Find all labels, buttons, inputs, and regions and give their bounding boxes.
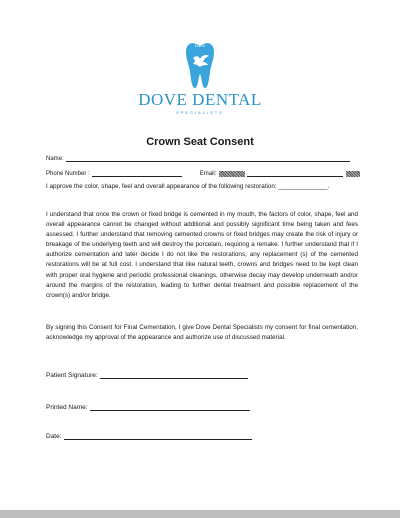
dove-dental-logo: [0, 38, 400, 90]
contact-row: [46, 170, 360, 177]
brand-name: DOVE DENTAL: [138, 90, 262, 109]
page-title: Crown Seat Consent: [146, 136, 254, 148]
name-field[interactable]: [66, 155, 350, 162]
email-field[interactable]: [247, 170, 343, 177]
svg-text:DDS: DDS: [194, 44, 206, 49]
name-label: Name:: [46, 156, 64, 162]
patient-signature-row: [46, 372, 248, 379]
printed-name-field[interactable]: [90, 404, 250, 411]
authorization-paragraph: By signing this Consent for Final Cementation, I give Dove Dental Specialists my consent for final cementation, acknowledge my approval of the appearance and authorize use of discussed material.: [46, 324, 358, 342]
email-label: Email:: [199, 171, 217, 177]
approve-statement: I approve the color, shape, feel and overall appearance of the following restoration: ______________.: [46, 183, 330, 190]
name-row: [46, 155, 350, 162]
consent-paragraph: I understand that once the crown or fixed bridge is cemented in my mouth, the factors of color, shape, feel and overall appearance cannot be changed without additional and possibly significant time being taken and fees assessed. I further understand that removing cemented crowns or fixed bridges may create the risk of injury or breakage of the underlying teeth and will destroy the porcelain, requiring a remake. I further understand that if I authorize cementation and later decide I do not like the restorations, any replacement (s) of the cemented restorations will be at full cost. I understand that like natural teeth, crowns and bridges need to be kept clean with proper oral hygiene and periodic professional cleanings, otherwise decay may develop underneath and/or around the margins of the restoration, leading to further dental treatment and possible replacement of the crown(s) and/or bridge.: [46, 211, 358, 299]
redacted-mark: [219, 171, 245, 177]
printed-name-label: Printed Name:: [46, 404, 88, 411]
date-label: Date:: [46, 433, 62, 440]
printed-name-row: [46, 404, 250, 411]
tooth-dove-icon: [180, 38, 220, 90]
patient-signature-field[interactable]: [100, 372, 248, 379]
phone-field[interactable]: [92, 170, 182, 177]
patient-signature-label: Patient Signature:: [46, 372, 98, 379]
scrollbar-track[interactable]: [0, 510, 400, 518]
date-row: [46, 433, 252, 440]
date-field[interactable]: [64, 433, 252, 440]
brand-subtitle: SPECIALISTS: [176, 110, 224, 115]
redacted-mark: [346, 171, 360, 177]
phone-label: Phone Number :: [46, 171, 90, 177]
